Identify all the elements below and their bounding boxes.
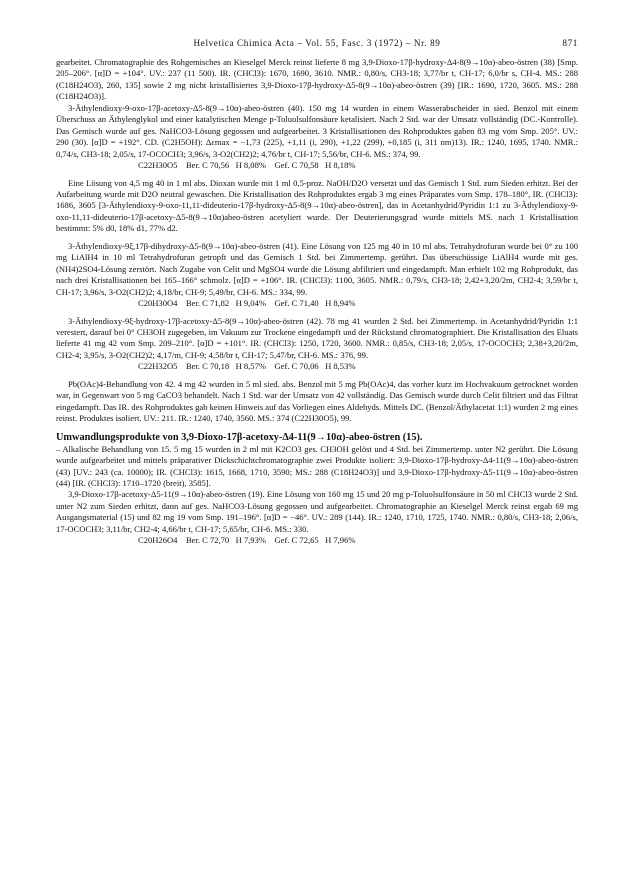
paragraph: gearbeitet. Chromatographie des Rohgemisches an Kieselgel Merck reinst lieferte 8 mg 3,9-Dioxo-17β-hydroxy-Δ4-8(9→10α)-abeo-östren (38) [Smp. 205–206°. [α]D = +104°. UV.: 237 (11 500). IR. (CHCl3): 1670, 1690, 3610. NMR.: 0,80/s, CH3-18; 3,77/br t, CH-17; 6,0/br s, CH-4. MS.: 288 (C18H24O3), 260, 135] sowie 2 mg nicht kristallisiertes 3,9-Dioxo-17β-hydroxy-Δ5-8(9→10α)-abeo-östren (39) [IR.: 1690, 1720, 3605. MS.: 288 (C18H24O3)].: [56, 57, 578, 102]
paragraph: Pb(OAc)4-Behandlung von 42. 4 mg 42 wurden in 5 ml sied. abs. Benzol mit 5 mg Pb(OAc)4, das vorher kurz im Hochvakuum getrocknet worden war, in Gegenwart von 5 mg CaCO3 behandelt. Nach 1 Std. war der Umsatz von 42 vollständig. Das Gemisch wurde durch Celit filtriert und das Filtrat eingedampft. Das IR. des Rohproduktes gab keinen Hinweis auf das Vorliegen eines Aldehyds. Mittels DC. (Benzol/Äthylacetat 1:1) wurden 2 mg eines reinst. Produktes isoliert. UV.: 211. IR.: 1240, 1740, 3560. MS.: 374 (C22H30O5), 99.: [56, 378, 578, 424]
paragraph: 3-Äthylendioxy-9ξ-hydroxy-17β-acetoxy-Δ5-8(9→10α)-abeo-östren (42). 78 mg 41 wurden 2 Std. bei Zimmertemp. in Acetanhydrid/Pyridin 1:1 verestert, darauf bei 0° CH3OH zugegeben, im Vakuum zur Trockene eingedampft und der Rückstand chromatographiert. Die Kristallisation des Eluats lieferte 41 mg 42 vom Smp. 209–210°. [α]D = +101°. IR. (CHCl3): 1250, 1720, 3600. NMR.: 0,85/s, CH3-18; 2,05/s, 17-OCOCH3; 2,38+3,20/2m, CH2-4; 3,95/s, 3-O2(CH2)2; 4,17/m, CH-9; 4,58/br t, CH-17; 5,47/br, CH-6. MS.: 376, 99.: [56, 315, 578, 360]
paragraph: Eine Lösung von 4,5 mg 40 in 1 ml abs. Dioxan wurde mit 1 ml 0,5-proz. NaOH/D2O versetzt und das Gemisch 1 Std. zum Sieden erhitzt. Bei der Aufarbeitung wurde mit D2O neutral gewaschen. Die Kristallisation des Rohproduktes ergab 3 mg eines Präparates vom Smp. 178–180°, IR. (CHCl3): 1686, 3605 [3-Äthylendioxy-9-oxo-11,11-dideuterio-17β-hydroxy-Δ5-8(9→10α)-abeo-östren], das in Acetanhydrid/Pyridin 1:1 zu 3-Äthylendioxy-9-oxo-11,11-dideuterio-17β-acetoxy-Δ5-8(9→10α)abeo-östren acetyliert wurde. Der Deuterierungsgrad wurde mittels MS. nach 1 Kristallisation bestimmt: 5% d0, 18% d1, 77% d2.: [56, 177, 578, 234]
elemental-analysis: C22H30O5 Ber. C 70,56 H 8,08% Gef. C 70,58 H 8,18%: [138, 160, 356, 171]
section-heading: Umwandlungsprodukte von 3,9-Dioxo-17β-acetoxy-Δ4-11(9→10α)-abeo-östren (15).: [56, 431, 423, 443]
elemental-analysis: C22H32O5 Ber. C 70,18 H 8,57% Gef. C 70,06 H 8,53%: [138, 361, 356, 372]
paragraph: 3-Äthylendioxy-9-oxo-17β-acetoxy-Δ5-8(9→10α)-abeo-östren (40). 150 mg 14 wurden in einem Wasserabscheider in sied. Benzol mit einem Überschuss an Äthylenglykol und einer katalytischen Menge p-Toluolsulfonsäure ketalisiert. Nach 2 Std. war der Umsatz vollständig (DC.-Kontrolle). Das Gemisch wurde auf ges. NaHCO3-Lösung gegossen und aufgearbeitet. 3 Kristallisationen des Rohproduktes gaben 83 mg vom Smp. 205°. UV.: 290 (30). [α]D = +192°. CD. (C2H5OH): Δεmax = −1,73 (225), +1,11 (i, 290), +1,22 (299), +0,185 (i, 311 nm)13). IR.: 1240, 1695, 1740. NMR.: 0,74/s, CH3-18; 2,05/s, 17-OCOCH3; 3,96/s, 3-O2(CH2)2; 4,76/br t, CH-17; 5,56/br, CH-6. MS.: 374, 99.: [56, 102, 578, 159]
running-header: [56, 38, 578, 48]
paragraph: 3-Äthylendioxy-9ξ,17β-dihydroxy-Δ5-8(9→10α)-abeo-östren (41). Eine Lösung von 125 mg 40 in 10 ml abs. Tetrahydrofuran wurde bei 0° zu 100 mg LiAlH4 in 10 ml Tetrahydrofuran getropft und das Gemisch 1 Std. bei Zimmertemp. gerührt. Das überschüssige LiAlH4 wurde mit ges. (NH4)2SO4-Lösung zerstört. Nach Zugabe von Celit und MgSO4 wurde die Lösung abfiltriert und eingedampft. Man erhielt 102 mg Rohprodukt, das nach drei Kristallisationen bei 165–166° schmolz. [α]D = +106°. IR. (CHCl3): 1100, 3605. NMR.: 0,79/s, CH3-18; 2,42+3,20/2m, CH2-4; 3,59/br t, CH-17; 3,96/s, 3-O2(CH2)2; 4,18/br, CH-9; 5,49/br, CH-6. MS.: 334, 99.: [56, 240, 578, 297]
paragraph: – Alkalische Behandlung von 15. 5 mg 15 wurden in 2 ml mit K2CO3 ges. CH3OH gelöst und 4 Std. bei Zimmertemp. unter N2 gerührt. Die Lösung wurde aufgearbeitet und mittels präparativer Dickschichtchromatographie zwei Produkte isoliert: 3,9-Dioxo-17β-hydroxy-Δ4-11(9→10α)-abeo-östren (43) [UV.: 243 (ca. 10000); IR. (CHCl3): 1615, 1668, 1710, 3590; MS.: 288 (C18H24O3)] und 3,9-Dioxo-17β-hydroxy-Δ5-11(9→10α)-abeo-östren (44) [IR. (CHCl3): 1710–1720 (breit), 3585].: [56, 443, 578, 488]
elemental-analysis: C20H30O4 Ber. C 71,82 H 9,04% Gef. C 71,40 H 8,94%: [138, 298, 356, 309]
journal-header: Helvetica Chimica Acta – Vol. 55, Fasc. 3 (1972) – Nr. 89: [193, 38, 441, 48]
paragraph: 3,9-Dioxo-17β-acetoxy-Δ5-11(9→10α)-abeo-östren (19). Eine Lösung von 160 mg 15 und 20 mg p-Toluolsulfonsäure in 50 ml CHCl3 wurde 2 Std. unter N2 zum Sieden erhitzt, dann auf ges. NaHCO3-Lösung gegossen und aufgearbeitet. Chromatographie an Kieselgel Merck reinst ergab 69 mg Ausgangsmaterial (15) und 82 mg 19 vom Smp. 191–196°. [α]D = −46°. UV.: 289 (144). IR.: 1240, 1710, 1725, 1740. NMR.: 0,80/s, CH3-18; 2,06/s, 17-OCOCH3; 3,11/br, CH2-4; 4,66/br t, CH-17; 5,65/br, CH-6. MS.: 330.: [56, 489, 578, 534]
page-number: 871: [562, 38, 578, 48]
elemental-analysis: C20H26O4 Ber. C 72,70 H 7,93% Gef. C 72,65 H 7,96%: [138, 535, 356, 546]
page: [56, 38, 578, 547]
